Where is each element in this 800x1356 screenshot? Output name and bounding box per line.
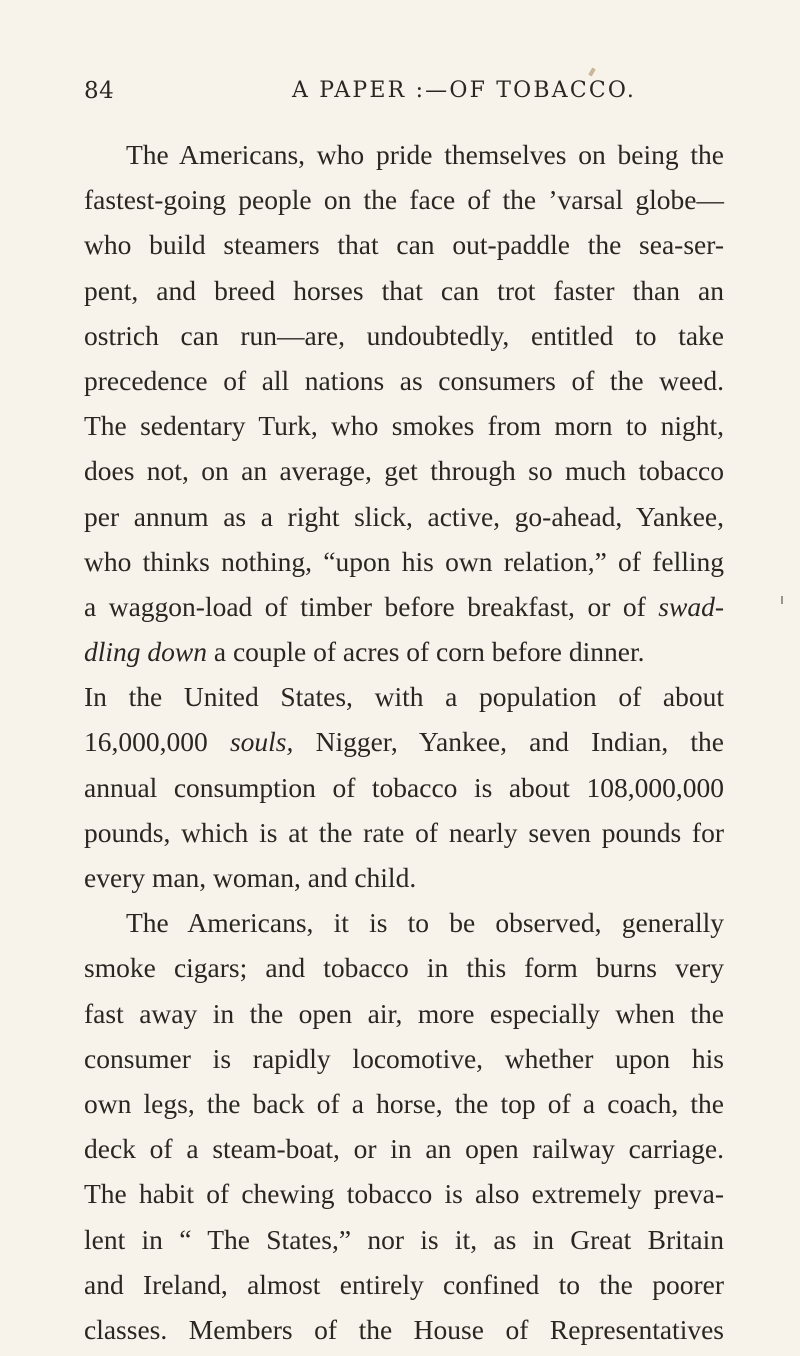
text-line: The habit of chewing tobacco is also extremely preva- bbox=[84, 1178, 724, 1210]
text-line: smoke cigars; and tobacco in this form burns very bbox=[84, 952, 724, 984]
text-line: classes. Members of the House of Representatives bbox=[84, 1313, 724, 1345]
text-line: The sedentary Turk, who smokes from morn to night, bbox=[84, 410, 724, 442]
running-head: A PAPER :—OF TOBACCO. bbox=[292, 78, 637, 103]
body-text bbox=[84, 132, 724, 1352]
text-line: pent, and breed horses that can trot faster than an bbox=[84, 274, 724, 306]
text-line: fast away in the open air, more especially when the bbox=[84, 997, 724, 1029]
text-line: does not, on an average, get through so much tobacco bbox=[84, 455, 724, 487]
population-number: 16,000,000 bbox=[84, 726, 208, 758]
text-line: deck of a steam-boat, or in an open railway carriage. bbox=[84, 1133, 724, 1165]
text-line bbox=[84, 719, 724, 764]
text-line: per annum as a right slick, active, go-ahead, Yankee, bbox=[84, 500, 724, 532]
text-line bbox=[84, 584, 724, 629]
text-line: who thinks nothing, “upon his own relation,” of felling bbox=[84, 545, 724, 577]
italic-word: souls, bbox=[229, 726, 294, 758]
text-line: The Americans, it is to be observed, generally bbox=[126, 907, 724, 939]
text-segment: a couple of acres of corn before dinner. bbox=[213, 636, 645, 668]
italic-word: swad- bbox=[658, 590, 724, 622]
text-line: lent in “ The States,” nor is it, as in Great Britain bbox=[84, 1223, 724, 1255]
text-line: ostrich can run—are, undoubtedly, entitled to take bbox=[84, 319, 724, 351]
text-line: precedence of all nations as consumers of the weed. bbox=[84, 364, 724, 396]
text-line: pounds, which is at the rate of nearly seven pounds for bbox=[84, 816, 724, 848]
text-line: fastest-going people on the face of the ’varsal globe— bbox=[84, 184, 724, 216]
ink-mark bbox=[588, 68, 595, 77]
text-line: every man, woman, and child. bbox=[84, 862, 417, 893]
text-segment: Nigger, Yankee, and Indian, the bbox=[315, 726, 725, 758]
margin-tick bbox=[781, 596, 783, 604]
text-line: In the United States, with a population of about bbox=[84, 681, 724, 713]
italic-word: dling down bbox=[84, 636, 207, 668]
text-line: consumer is rapidly locomotive, whether upon his bbox=[84, 1042, 724, 1074]
text-line: annual consumption of tobacco is about 108,000,000 bbox=[84, 771, 724, 803]
page-number: 84 bbox=[84, 78, 115, 104]
text-line: own legs, the back of a horse, the top of a coach, the bbox=[84, 1087, 724, 1119]
text-line: and Ireland, almost entirely confined to the poorer bbox=[84, 1268, 724, 1300]
text-segment: a waggon-load of timber before breakfast, or of bbox=[84, 590, 646, 622]
text-line bbox=[84, 629, 724, 674]
page-header bbox=[84, 78, 724, 112]
text-line: who build steamers that can out-paddle the sea-ser- bbox=[84, 229, 724, 261]
text-line: The Americans, who pride themselves on being the bbox=[126, 139, 724, 170]
